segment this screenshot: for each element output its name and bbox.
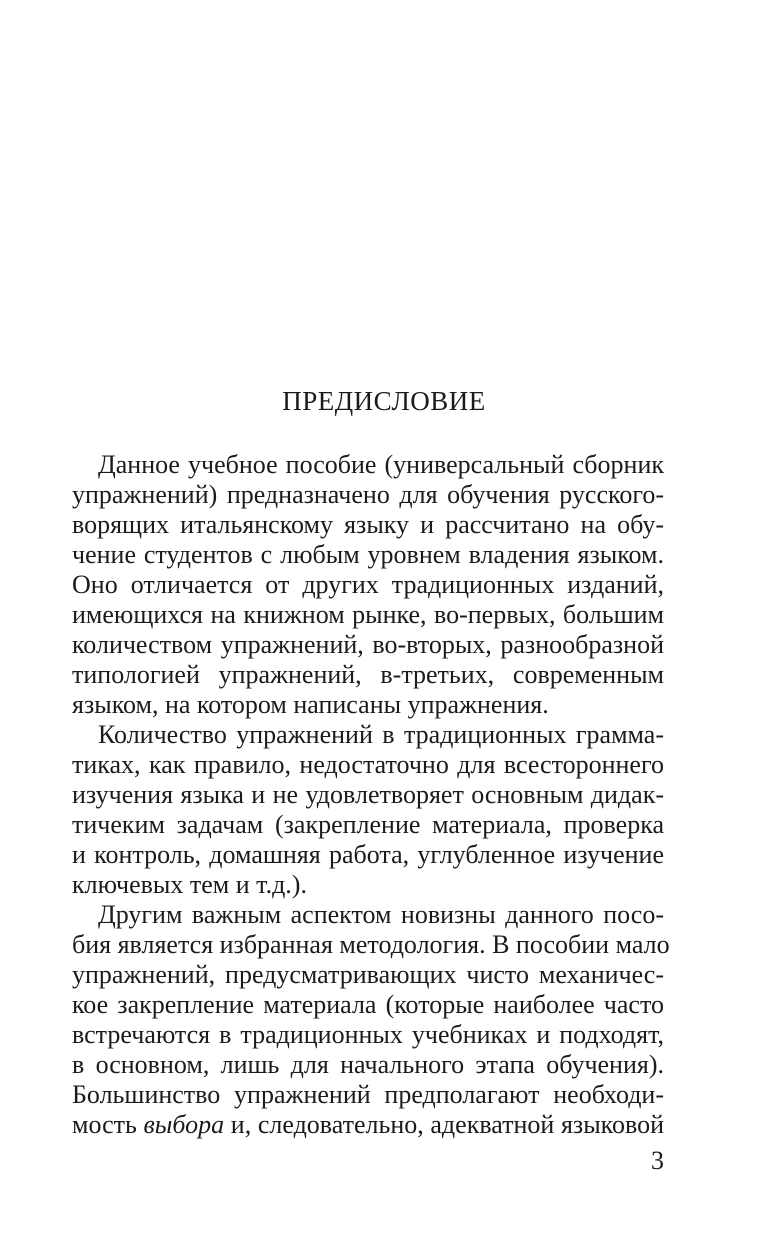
text-line: чение студентов с любым уровнем владения языком. (72, 540, 664, 569)
text-line: Количество упражнений в традиционных грамма- (98, 720, 664, 749)
text-line: количеством упражнений, во-вторых, разнообразной (72, 630, 664, 659)
paragraph-1 (72, 450, 664, 720)
text-line: Оно отличается от других традиционных изданий, (72, 570, 664, 599)
text-line: изучения языка и не удовлетворяет основным дидак- (72, 780, 664, 809)
text-line: ключевых тем и т.д.). (72, 870, 307, 899)
text-line: тиках, как правило, недостаточно для всестороннего (72, 750, 664, 779)
text-line: языком, на котором написаны упражнения. (72, 690, 549, 719)
text-line: в основном, лишь для начального этапа обучения). (72, 1050, 664, 1079)
text-line: встречаются в традиционных учебниках и подходят, (72, 1020, 664, 1049)
text-line: ворящих итальянскому языку и рассчитано на обу- (72, 510, 664, 539)
italic-word: выбора (143, 1110, 225, 1139)
paragraph-3 (72, 900, 670, 1140)
text-line: бия является избранная методология. В пособии мало (72, 930, 670, 959)
text-line: тичеким задачам (закрепление материала, проверка (72, 810, 664, 839)
body-text (72, 450, 670, 1140)
text-line: и контроль, домашняя работа, углубленное изучение (72, 840, 664, 869)
text-line: кое закрепление материала (которые наиболее часто (72, 990, 664, 1019)
text-line: имеющихся на книжном рынке, во-первых, большим (72, 600, 664, 629)
text-line: Другим важным аспектом новизны данного посо- (98, 900, 664, 929)
text-line: Большинство упражнений предполагают необходи- (72, 1080, 664, 1109)
text-segment: мость (72, 1110, 144, 1139)
text-line: типологией упражнений, в-третьих, современным (72, 660, 664, 689)
page-number: 3 (651, 1146, 664, 1175)
text-line: Данное учебное пособие (универсальный сборник (98, 450, 664, 479)
page-title: ПРЕДИСЛОВИЕ (282, 386, 486, 416)
text-line (72, 1110, 664, 1140)
paragraph-2 (72, 720, 664, 900)
text-line: упражнений, предусматривающих чисто механичес- (72, 960, 664, 989)
text-line: упражнений) предназначено для обучения русского- (72, 480, 664, 509)
text-segment: и, следовательно, адекватной языковой (224, 1110, 664, 1139)
